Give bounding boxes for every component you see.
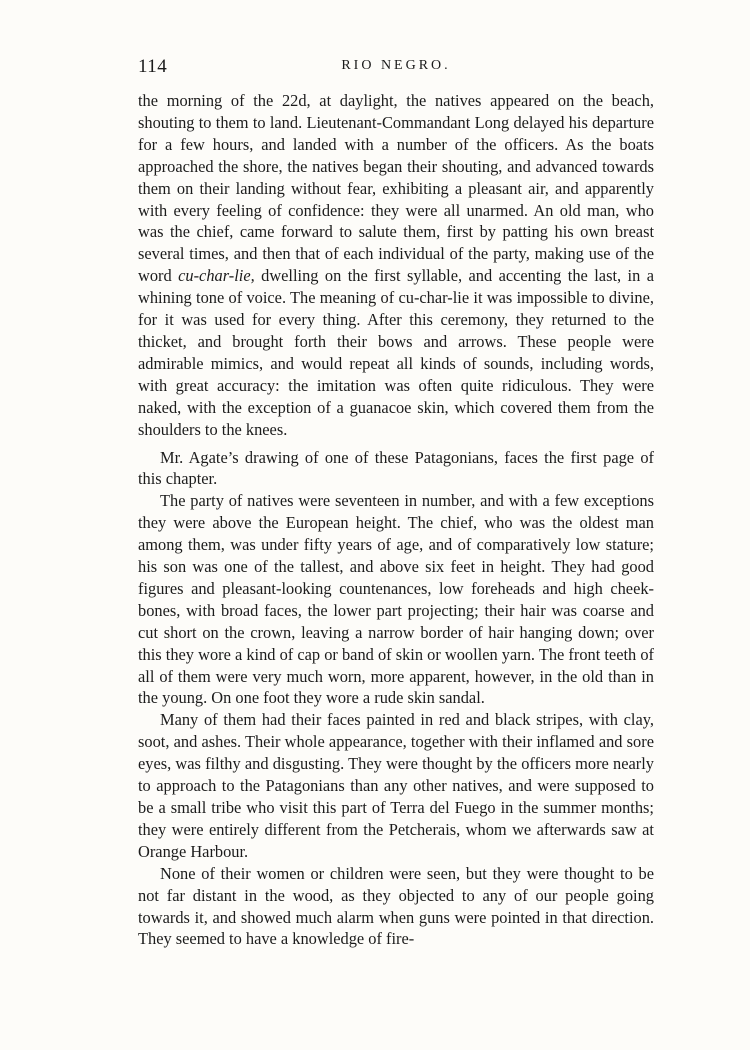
running-head bbox=[138, 56, 654, 82]
page-number: 114 bbox=[138, 56, 168, 77]
body-text bbox=[138, 90, 654, 950]
running-title: RIO NEGRO. bbox=[341, 58, 451, 73]
italic-term: cu-char-lie, bbox=[178, 266, 255, 286]
paragraph: The party of natives were seventeen in number, and with a few exceptions they were above the European height. The chief, who was the oldest man among them, was under fifty years of age, and of comparatively low stature; his son was one of the tallest, and above six feet in height. They had good figures and pleasant-looking countenances, low foreheads and high cheek-bones, with broad faces, the lower part projecting; their hair was coarse and cut short on the crown, leaving a narrow border of hair hanging down; over this they wore a kind of cap or band of skin or woollen yarn. The front teeth of all of them were very much worn, more apparent, however, in the old than in the young. On one foot they wore a rude skin sandal. bbox=[138, 491, 654, 708]
text-run: dwelling on the first syllable, and accenting the last, in a whining tone of voice. The meaning of cu-char-lie it was impossible to divine, for it was used for every thing. After this ceremony, they returned to the thicket, and brought forth their bows and arrows. These people were admirable mimics, and would repeat all kinds of sounds, including words, with great accuracy: the imitation was often quite ridiculous. They were naked, with the exception of a guanacoe skin, which covered them from the shoulders to the knees. bbox=[138, 266, 654, 439]
text-run: the morning of the 22d, at daylight, the natives appeared on the beach, shouting to them to land. Lieutenant-Commandant Long delayed his departure for a few hours, and landed with a number of the officers. As the boats approached the shore, the natives began their shouting, and advanced towards them on their landing without fear, exhibiting a pleasant air, and apparently with every feeling of confidence: they were all unarmed. An old man, who was the chief, came forward to salute them, first by patting his own breast several times, and then that of each individual of the party, making use of the word bbox=[138, 91, 654, 286]
paragraph: Mr. Agate’s drawing of one of these Patagonians, faces the first page of this chapter. bbox=[138, 447, 654, 489]
paragraph bbox=[138, 90, 654, 441]
paragraph: None of their women or children were seen, but they were thought to be not far distant in the wood, as they objected to any of our people going towards it, and showed much alarm when guns were pointed in that direction. They seemed to have a knowledge of fire- bbox=[138, 863, 654, 949]
paragraph: Many of them had their faces painted in red and black stripes, with clay, soot, and ashes. Their whole appearance, together with their inflamed and sore eyes, was filthy and disgusting. They were thought by the officers more nearly to approach to the Patagonians than any other natives, and were supposed to be a small tribe who visit this part of Terra del Fuego in the summer months; they were entirely different from the Petcherais, whom we afterwards saw at Orange Harbour. bbox=[138, 710, 654, 861]
